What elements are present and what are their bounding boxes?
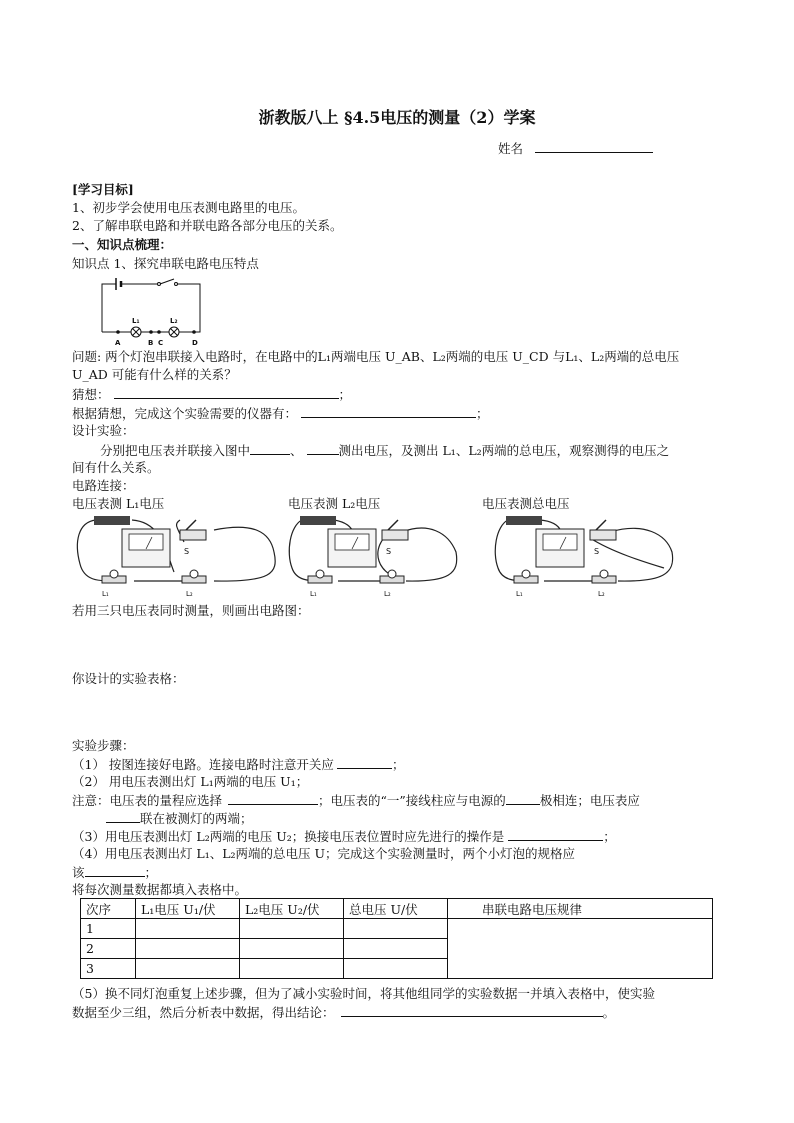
table-cell[interactable] [136, 959, 240, 979]
lamp-label: L₁ [310, 590, 317, 598]
conclusion-blank[interactable] [341, 1004, 603, 1017]
guess-row [72, 386, 351, 403]
table-cell[interactable] [344, 959, 448, 979]
table-cell[interactable] [136, 939, 240, 959]
steps-label: 实验步骤： [72, 738, 135, 753]
range-blank[interactable] [228, 792, 318, 805]
goal-item-1: 1、初步学会使用电压表测电路里的电压。 [72, 200, 305, 215]
battery-icon [506, 516, 542, 525]
switch-icon [180, 530, 206, 540]
step-3-blank[interactable] [508, 828, 603, 841]
name-label: 姓名 [498, 141, 524, 156]
table-cell[interactable] [240, 919, 344, 939]
design-blank-2[interactable] [307, 442, 339, 455]
caption-l2: 电压表测 L₂电压 [288, 496, 381, 511]
table-row [81, 919, 713, 939]
knowledge-point-1: 知识点 1、探究串联电路电压特点 [72, 256, 259, 271]
lamp-l1-label: L₁ [132, 317, 140, 325]
battery-icon [300, 516, 336, 525]
question-line-2: U_AD 可能有什么样的关系？ [72, 367, 237, 382]
equipment-row [72, 405, 489, 422]
lamp-label: L₁ [102, 590, 109, 598]
period: 。 [602, 1005, 616, 1020]
design-blank-1[interactable] [250, 442, 290, 455]
semicolon: ； [603, 829, 616, 844]
row-index: 3 [81, 959, 136, 979]
conclusion-line-2 [72, 1004, 615, 1021]
row-index: 1 [81, 919, 136, 939]
guess-label: 猜想： [72, 387, 110, 402]
equipment-blank[interactable] [301, 405, 476, 418]
lamp-label: L₂ [384, 590, 391, 598]
header-cell: 总电压 U/伏 [344, 899, 448, 919]
data-table [80, 898, 713, 979]
guess-blank[interactable] [114, 386, 339, 399]
table-cell[interactable] [240, 939, 344, 959]
table-design-prompt: 你设计的实验表格： [72, 671, 185, 686]
table-header-row [81, 899, 713, 919]
step-2: （2） 用电压表测出灯 L₁两端的电压 U₁； [72, 774, 309, 789]
goals-heading: [学习目标] [72, 182, 134, 197]
step-3-text: （3）用电压表测出灯 L₂两端的电压 U₂；换接电压表位置时应先进行的操作是 [72, 829, 505, 844]
wiring-label: 电路连接： [72, 478, 135, 493]
lamp-label: L₁ [516, 590, 523, 598]
conclusion-text: 数据至少三组，然后分析表中数据，得出结论： [72, 1005, 335, 1020]
series-circuit-diagram [96, 276, 206, 348]
semicolon: ； [476, 406, 489, 421]
design-line-2: 间有什么关系。 [72, 460, 160, 475]
switch-icon [382, 530, 408, 540]
switch-label: S [386, 547, 392, 556]
question-line-1: 问题: 两个灯泡串联接入电路时，在电路中的L₁两端电压 U_AB、L₂两端的电压 U_CD 与L₁、L₂两端的总电压 [72, 349, 680, 364]
lamp-label: L₂ [598, 590, 605, 598]
switch-label: S [184, 547, 190, 556]
note-text-d: 联在被测灯的两端； [140, 811, 253, 826]
fill-instruction: 将每次测量数据都填入表格中。 [72, 882, 248, 897]
name-field[interactable] [498, 140, 653, 157]
rule-cell[interactable] [448, 919, 713, 979]
lamp-l2-label: L₂ [170, 317, 178, 325]
caption-total: 电压表测总电压 [482, 496, 570, 511]
row-index: 2 [81, 939, 136, 959]
switch-icon [590, 530, 616, 540]
point-a-label: A [115, 339, 121, 347]
step-4-text: 该 [72, 865, 85, 880]
caption-l1: 电压表测 L₁电压 [72, 496, 165, 511]
point-d-label: D [192, 339, 198, 347]
design-text-a: 分别把电压表并联接入图中 [100, 443, 251, 458]
header-cell: L₂电压 U₂/伏 [240, 899, 344, 919]
table-cell[interactable] [344, 919, 448, 939]
semicolon: ； [144, 865, 158, 880]
conclusion-line-1: （5）换不同灯泡重复上述步骤，但为了减小实验时间，将其他组同学的实验数据一并填入表格中，使实验 [72, 986, 655, 1001]
design-text-b: 、 [290, 443, 303, 458]
table-cell[interactable] [344, 939, 448, 959]
step-1 [72, 756, 404, 773]
table-cell[interactable] [136, 919, 240, 939]
design-label: 设计实验： [72, 423, 135, 438]
step-1-text: （1） 按图连接好电路。连接电路时注意开关应 [72, 757, 334, 772]
design-line-1 [100, 442, 669, 459]
equipment-label: 根据猜想，完成这个实验需要的仪器有： [72, 406, 298, 421]
pole-blank[interactable] [506, 792, 540, 805]
note-line [72, 792, 640, 809]
goal-item-2: 2、了解串联电路和并联电路各部分电压的关系。 [72, 218, 343, 233]
name-blank[interactable] [535, 140, 653, 153]
circuit-picture-l2 [288, 512, 468, 602]
battery-icon [94, 516, 130, 525]
step-4: （4）用电压表测出灯 L₁、L₂两端的总电压 U；完成这个实验测量时，两个小灯泡的规格应 [72, 846, 576, 861]
semicolon: ； [391, 757, 405, 772]
step-4-blank[interactable] [85, 864, 145, 877]
step-4-cont [72, 864, 157, 881]
three-meters-prompt: 若用三只电压表同时测量，则画出电路图： [72, 603, 310, 618]
page-title: 浙教版八上 §4.5电压的测量（2）学案 [258, 108, 536, 127]
circuit-picture-total [494, 512, 684, 602]
note-text-b: ；电压表的“一”接线柱应与电源的 [318, 793, 506, 808]
point-c-label: C [158, 339, 164, 347]
table-cell[interactable] [240, 959, 344, 979]
semicolon: ； [338, 387, 352, 402]
note-line-2 [106, 810, 253, 827]
section-heading: 一、知识点梳理： [72, 237, 173, 252]
design-text-c: 测出电压，及测出 L₁、L₂两端的总电压，观察测得的电压之 [338, 443, 670, 458]
lamp-label: L₂ [186, 590, 193, 598]
circuit-picture-l1 [74, 512, 294, 602]
step-3 [72, 828, 616, 845]
connection-blank[interactable] [106, 810, 140, 823]
switch-label: S [594, 547, 600, 556]
point-b-label: B [148, 339, 154, 347]
step-1-blank[interactable] [337, 756, 392, 769]
header-cell: L₁电压 U₁/伏 [136, 899, 240, 919]
note-text-c: 极相连；电压表应 [539, 793, 640, 808]
header-cell: 次序 [81, 899, 136, 919]
header-cell: 串联电路电压规律 [448, 899, 713, 919]
note-text-a: 注意：电压表的量程应选择 [72, 793, 223, 808]
